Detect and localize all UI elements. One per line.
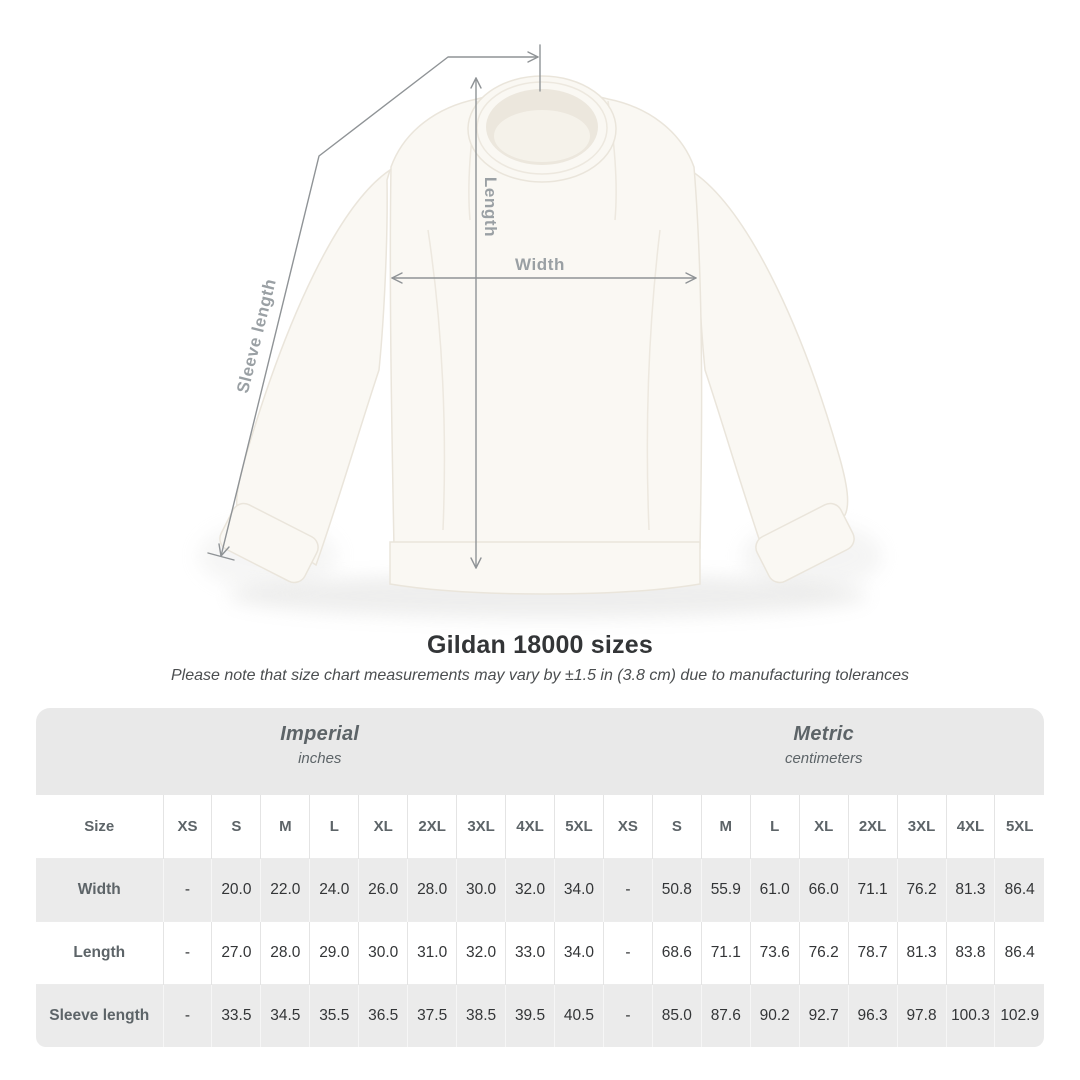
size-col-metric-s: S xyxy=(652,795,701,859)
table-cell: 30.0 xyxy=(457,859,506,922)
table-cell: 39.5 xyxy=(506,985,555,1048)
size-col-imperial-m: M xyxy=(261,795,310,859)
size-table xyxy=(36,795,1044,1047)
table-cell: 30.0 xyxy=(359,922,408,985)
table-cell: 36.5 xyxy=(359,985,408,1048)
length-label: Length xyxy=(481,176,500,238)
table-cell: 71.1 xyxy=(848,859,897,922)
table-cell: 28.0 xyxy=(261,922,310,985)
table-cell: 32.0 xyxy=(457,922,506,985)
table-cell: 26.0 xyxy=(359,859,408,922)
table-row xyxy=(36,922,1044,985)
size-header-row xyxy=(36,795,1044,859)
table-cell: 76.2 xyxy=(897,859,946,922)
units-band xyxy=(36,708,1044,795)
table-cell: 71.1 xyxy=(701,922,750,985)
row-label: Length xyxy=(73,944,126,961)
table-cell: 76.2 xyxy=(799,922,848,985)
size-col-metric-4xl: 4XL xyxy=(946,795,995,859)
sweatshirt xyxy=(216,76,858,594)
table-cell: 31.0 xyxy=(408,922,457,985)
table-cell: 34.5 xyxy=(261,985,310,1048)
table-cell: - xyxy=(603,985,652,1048)
table-cell: 68.6 xyxy=(652,922,701,985)
size-col-imperial-5xl: 5XL xyxy=(555,795,604,859)
width-label: Width xyxy=(514,255,566,274)
table-cell: 78.7 xyxy=(848,922,897,985)
table-cell: 34.0 xyxy=(555,922,604,985)
table-cell: 37.5 xyxy=(408,985,457,1048)
size-col-imperial-4xl: 4XL xyxy=(506,795,555,859)
size-col-metric-xs: XS xyxy=(603,795,652,859)
table-cell: 96.3 xyxy=(848,985,897,1048)
metric-unit: centimeters xyxy=(784,750,863,767)
size-col-imperial-l: L xyxy=(310,795,359,859)
table-cell: 32.0 xyxy=(506,859,555,922)
size-col-metric-3xl: 3XL xyxy=(897,795,946,859)
page-title: Gildan 18000 sizes xyxy=(427,631,653,659)
sleeve-length-label: Sleeve length xyxy=(233,276,280,396)
table-cell: 86.4 xyxy=(995,859,1044,922)
table-cell: 100.3 xyxy=(946,985,995,1048)
metric-label: Metric xyxy=(793,723,855,745)
imperial-unit: inches xyxy=(298,750,342,767)
size-col-metric-m: M xyxy=(701,795,750,859)
table-cell: 50.8 xyxy=(652,859,701,922)
tolerance-note: Please note that size chart measurements may vary by ±1.5 in (3.8 cm) due to manufacturing tolerances xyxy=(170,667,910,684)
table-cell: 33.5 xyxy=(212,985,261,1048)
table-cell: 33.0 xyxy=(506,922,555,985)
table-cell: 55.9 xyxy=(701,859,750,922)
size-col-imperial-s: S xyxy=(212,795,261,859)
table-cell: 97.8 xyxy=(897,985,946,1048)
table-cell: 35.5 xyxy=(310,985,359,1048)
caption xyxy=(0,631,1080,685)
table-cell: 83.8 xyxy=(946,922,995,985)
table-cell: 22.0 xyxy=(261,859,310,922)
table-cell: 87.6 xyxy=(701,985,750,1048)
table-cell: 27.0 xyxy=(212,922,261,985)
table-cell: 73.6 xyxy=(750,922,799,985)
table-cell: 81.3 xyxy=(897,922,946,985)
metric-group-header xyxy=(604,723,1044,795)
table-cell: 34.0 xyxy=(555,859,604,922)
size-col-metric-5xl: 5XL xyxy=(995,795,1044,859)
table-cell: - xyxy=(163,922,212,985)
size-table-card xyxy=(36,708,1044,1047)
table-cell: - xyxy=(603,859,652,922)
table-cell: 92.7 xyxy=(799,985,848,1048)
table-cell: 40.5 xyxy=(555,985,604,1048)
table-cell: - xyxy=(603,922,652,985)
table-cell: 90.2 xyxy=(750,985,799,1048)
row-label: Width xyxy=(77,881,121,898)
size-col-metric-2xl: 2XL xyxy=(848,795,897,859)
table-cell: 29.0 xyxy=(310,922,359,985)
table-cell: 102.9 xyxy=(995,985,1044,1048)
table-cell: 85.0 xyxy=(652,985,701,1048)
size-col-imperial-xl: XL xyxy=(359,795,408,859)
size-col-imperial-3xl: 3XL xyxy=(457,795,506,859)
table-cell: 20.0 xyxy=(212,859,261,922)
table-row xyxy=(36,859,1044,922)
size-col-metric-xl: XL xyxy=(799,795,848,859)
imperial-group-header xyxy=(36,723,604,795)
table-cell: 61.0 xyxy=(750,859,799,922)
table-cell: - xyxy=(163,859,212,922)
table-cell: 24.0 xyxy=(310,859,359,922)
row-label: Sleeve length xyxy=(49,1007,150,1024)
size-col-metric-l: L xyxy=(750,795,799,859)
table-cell: - xyxy=(163,985,212,1048)
size-col-imperial-2xl: 2XL xyxy=(408,795,457,859)
table-cell: 86.4 xyxy=(995,922,1044,985)
table-cell: 38.5 xyxy=(457,985,506,1048)
imperial-label: Imperial xyxy=(280,723,360,745)
table-row xyxy=(36,985,1044,1048)
table-cell: 81.3 xyxy=(946,859,995,922)
size-column-header: Size xyxy=(36,795,163,859)
table-cell: 66.0 xyxy=(799,859,848,922)
table-cell: 28.0 xyxy=(408,859,457,922)
size-col-imperial-xs: XS xyxy=(163,795,212,859)
